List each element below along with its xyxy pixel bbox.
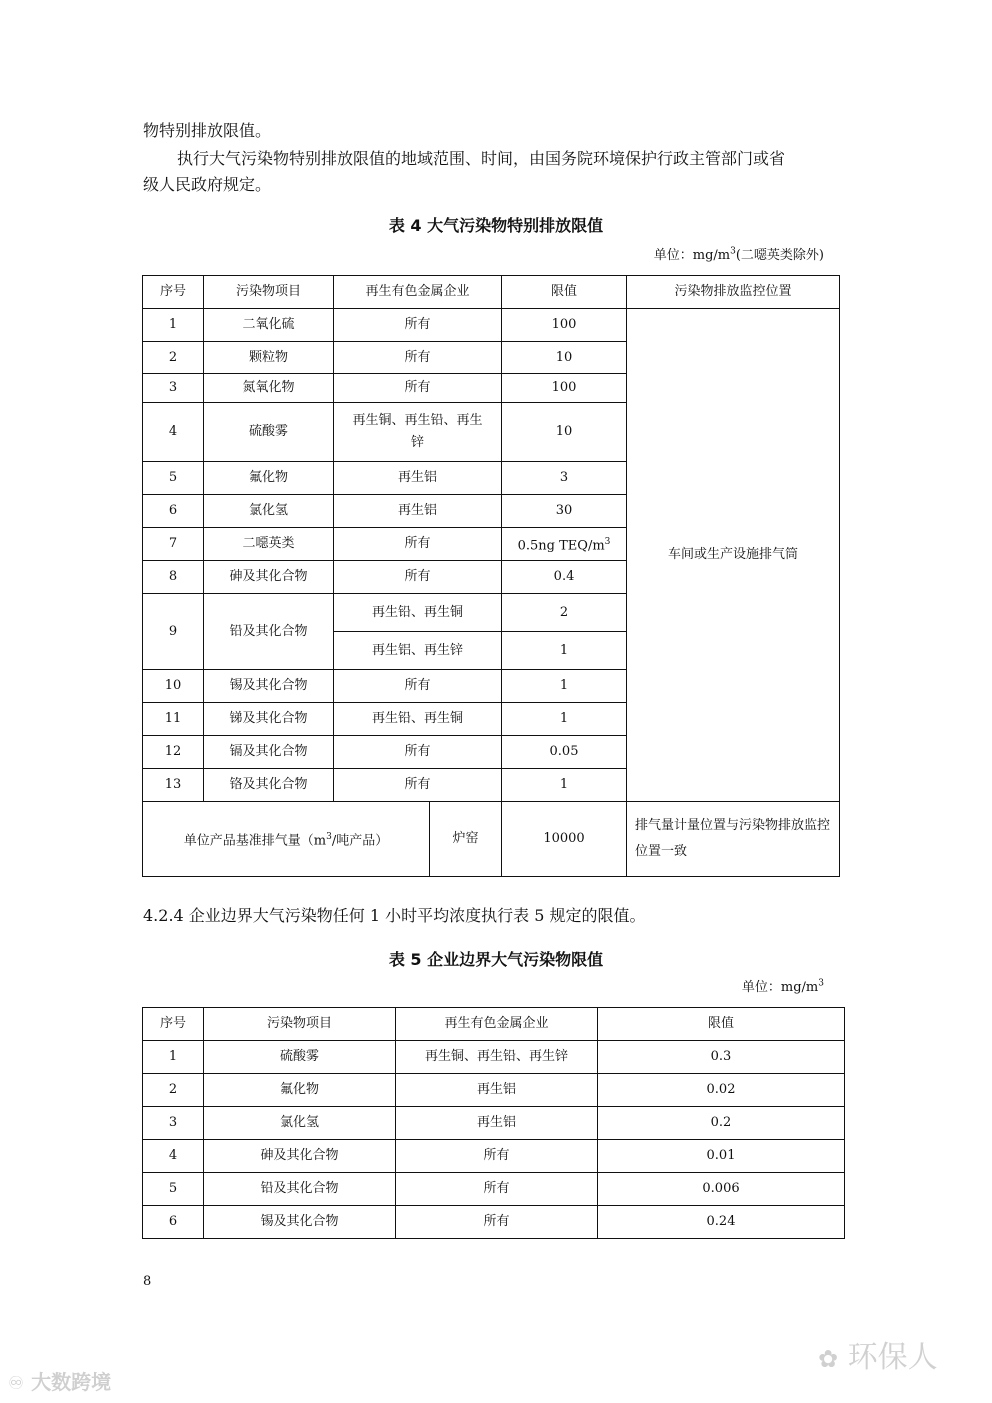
- row-ent: 再生铅、再生铜: [334, 594, 502, 632]
- row-limit: 0.006: [598, 1173, 845, 1206]
- row-item: 锑及其化合物: [204, 703, 334, 736]
- row-limit: 0.02: [598, 1074, 845, 1107]
- table-row: [143, 1074, 845, 1107]
- row-limit: 0.5ng TEQ/$m^3$: [502, 528, 627, 561]
- row-item: 砷及其化合物: [204, 1140, 396, 1173]
- row-no: 1: [143, 1041, 204, 1074]
- row-no: 2: [143, 1074, 204, 1107]
- row-no: 10: [143, 670, 204, 703]
- row-ent: 再生铅、再生铜: [334, 703, 502, 736]
- table4: [142, 275, 840, 877]
- row-no: 1: [143, 309, 204, 342]
- row-no: 13: [143, 769, 204, 802]
- row-item: 硫酸雾: [204, 1041, 396, 1074]
- row-limit: 0.24: [598, 1206, 845, 1239]
- row-ent: 所有: [334, 342, 502, 374]
- table4-monitor-location: 车间或生产设施排气筒: [627, 309, 840, 802]
- row-ent: 所有: [334, 670, 502, 703]
- row-ent: 再生铝: [334, 495, 502, 528]
- row-ent: 所有: [334, 736, 502, 769]
- row-item: 砷及其化合物: [204, 561, 334, 594]
- row-limit: 0.2: [598, 1107, 845, 1140]
- row-limit: 30: [502, 495, 627, 528]
- row-limit: 100: [502, 309, 627, 342]
- row-item: 氮氧化物: [204, 374, 334, 403]
- table-row: [143, 1140, 845, 1173]
- table5-title: 表 5 企业边界大气污染物限值: [388, 950, 604, 969]
- baseline-exhaust-label: 单位产品基准排气量（$m^3/$吨产品）: [143, 802, 430, 877]
- row-ent: 再生铜、再生铅、再生锌: [334, 403, 502, 462]
- row-ent: 所有: [396, 1206, 598, 1239]
- row-item: 铅及其化合物: [204, 1173, 396, 1206]
- row-item: 颗粒物: [204, 342, 334, 374]
- row-limit: 1: [502, 670, 627, 703]
- row-no: 6: [143, 1206, 204, 1239]
- row-limit: 0.05: [502, 736, 627, 769]
- row-ent: 再生铜、再生铅、再生锌: [396, 1041, 598, 1074]
- table4-header-ent: 再生有色金属企业: [334, 276, 502, 309]
- row-no: 12: [143, 736, 204, 769]
- row-ent: 再生铝: [396, 1107, 598, 1140]
- weibo-icon: ♾: [8, 1373, 25, 1394]
- row-no: 4: [143, 1140, 204, 1173]
- row-item: 氟化物: [204, 1074, 396, 1107]
- intro-line-2: 执行大气污染物特别排放限值的地域范围、时间，由国务院环境保护行政主管部门或省: [177, 149, 786, 168]
- baseline-exhaust-value: 10000: [502, 802, 627, 877]
- intro-line-1: 物特别排放限值。: [143, 121, 272, 140]
- row-item: 镉及其化合物: [204, 736, 334, 769]
- footer-monitor: 排气量计量位置与污染物排放监控位置一致: [627, 802, 840, 877]
- row-ent: 所有: [396, 1140, 598, 1173]
- intro-line-3: 级人民政府规定。: [143, 175, 272, 194]
- table5-header-row: [143, 1008, 845, 1041]
- row-item: 硫酸雾: [204, 403, 334, 462]
- row-limit: 1: [502, 703, 627, 736]
- row-limit: 10: [502, 403, 627, 462]
- row-no: 3: [143, 1107, 204, 1140]
- section-4-2-4: 4.2.4 企业边界大气污染物任何 1 小时平均浓度执行表 5 规定的限值。: [143, 906, 646, 925]
- row-limit: 2: [502, 594, 627, 632]
- table4-unit: 单位：$mg/m^3$(二噁英类除外): [653, 246, 824, 263]
- row-limit: 0.3: [598, 1041, 845, 1074]
- row-ent: 再生铝、再生锌: [334, 632, 502, 670]
- row-limit: 3: [502, 462, 627, 495]
- row-item: 锡及其化合物: [204, 670, 334, 703]
- row-item: 二噁英类: [204, 528, 334, 561]
- watermark-left: [8, 1366, 111, 1395]
- table4-header-row: [143, 276, 840, 309]
- row-no: 5: [143, 1173, 204, 1206]
- row-ent: 所有: [334, 309, 502, 342]
- row-no: 2: [143, 342, 204, 374]
- page-number: 8: [143, 1274, 152, 1289]
- watermark-left-text: 大数跨境: [31, 1370, 112, 1394]
- row-limit: 0.4: [502, 561, 627, 594]
- row-limit: 1: [502, 632, 627, 670]
- row-no: 4: [143, 403, 204, 462]
- row-item: 二氧化硫: [204, 309, 334, 342]
- row-item: 锡及其化合物: [204, 1206, 396, 1239]
- row-no: 5: [143, 462, 204, 495]
- table-row: [143, 1107, 845, 1140]
- row-item: 铅及其化合物: [204, 594, 334, 670]
- table-row: [143, 309, 840, 342]
- table4-header-limit: 限值: [502, 276, 627, 309]
- table5-unit: 单位：$mg/m^3$: [741, 978, 824, 995]
- row-item: 氯化氢: [204, 1107, 396, 1140]
- row-limit: 0.01: [598, 1140, 845, 1173]
- row-item: 氯化氢: [204, 495, 334, 528]
- table4-header-no: 序号: [143, 276, 204, 309]
- row-no: 3: [143, 374, 204, 403]
- watermark-right: [818, 1332, 938, 1376]
- row-ent: 所有: [334, 528, 502, 561]
- row-ent: 所有: [334, 374, 502, 403]
- watermark-right-text: 环保人: [847, 1340, 938, 1375]
- row-no: 9: [143, 594, 204, 670]
- row-ent: 所有: [334, 561, 502, 594]
- table5-header-ent: 再生有色金属企业: [396, 1008, 598, 1041]
- table5-header-item: 污染物项目: [204, 1008, 396, 1041]
- row-limit: 1: [502, 769, 627, 802]
- row-ent: 所有: [396, 1173, 598, 1206]
- table4-header-item: 污染物项目: [204, 276, 334, 309]
- row-item: 铬及其化合物: [204, 769, 334, 802]
- row-no: 7: [143, 528, 204, 561]
- table5-header-limit: 限值: [598, 1008, 845, 1041]
- row-no: 6: [143, 495, 204, 528]
- row-ent: 所有: [334, 769, 502, 802]
- wechat-icon: ✿: [818, 1345, 839, 1373]
- row-limit: 10: [502, 342, 627, 374]
- table-row: [143, 1041, 845, 1074]
- row-item: 氟化物: [204, 462, 334, 495]
- table4-header-monitor: 污染物排放监控位置: [627, 276, 840, 309]
- row-limit: 100: [502, 374, 627, 403]
- table5-header-no: 序号: [143, 1008, 204, 1041]
- row-no: 8: [143, 561, 204, 594]
- table4-footer-row: [143, 802, 840, 877]
- row-ent: 再生铝: [334, 462, 502, 495]
- table-row: [143, 1206, 845, 1239]
- table-row: [143, 1173, 845, 1206]
- row-ent: 再生铝: [396, 1074, 598, 1107]
- table4-title: 表 4 大气污染物特别排放限值: [388, 216, 604, 235]
- kiln-label: 炉窑: [430, 802, 502, 877]
- row-no: 11: [143, 703, 204, 736]
- table5: [142, 1007, 845, 1239]
